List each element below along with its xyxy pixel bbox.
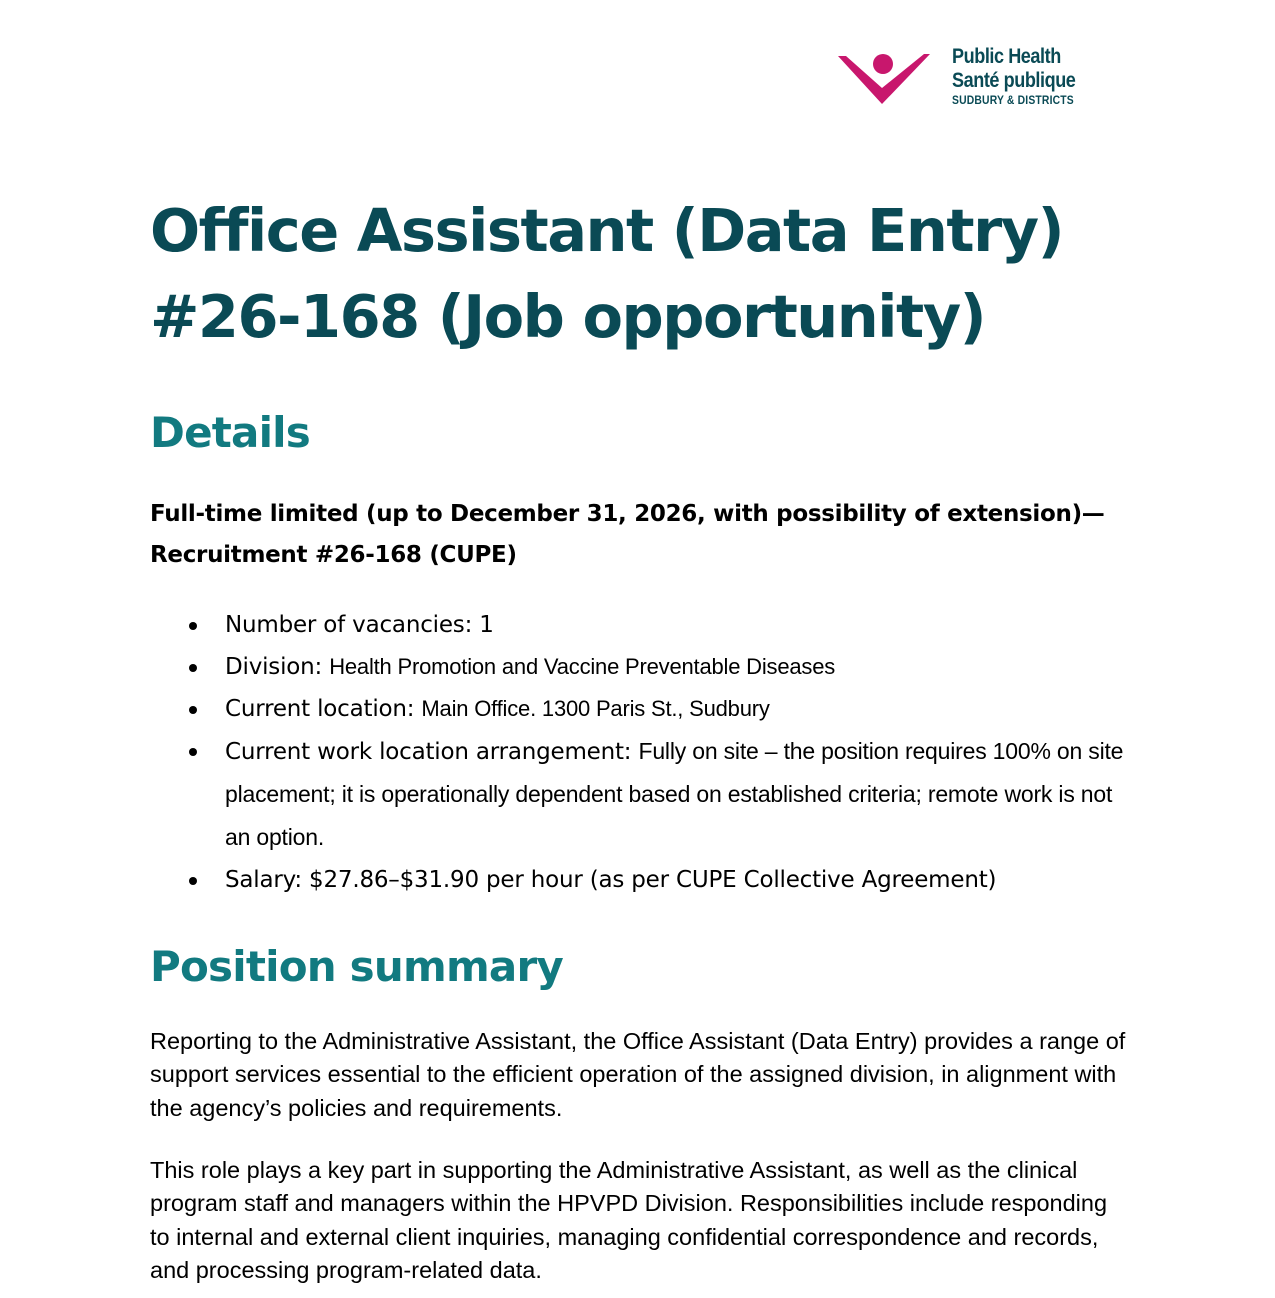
details-list (150, 604, 1130, 901)
summary-paragraph-1: Reporting to the Administrative Assistant, the Office Assistant (Data Entry) provides a range of support services essential to the efficient operation of the assigned division, in alignment with the agency’s policies and requirements. (150, 1028, 1126, 1121)
employment-type (150, 494, 1130, 576)
logo-wordmark (952, 46, 1096, 108)
list-item-work-arrangement (150, 730, 1130, 859)
list-item-division (150, 646, 1130, 688)
list-item-vacancies (150, 604, 1130, 646)
logo-line-english: Public Health (952, 45, 1061, 68)
location-label: Current location: (225, 696, 422, 722)
public-health-logo-icon (836, 48, 932, 108)
location-value: Main Office. 1300 Paris St., Sudbury (421, 696, 770, 721)
organization-logo (836, 44, 1096, 112)
salary-text: Salary: $27.86–$31.90 per hour (as per CUPE Collective Agreement) (225, 867, 997, 893)
employment-type-line-2: Recruitment #26-168 (CUPE) (150, 542, 517, 568)
details-heading: Details (150, 408, 310, 457)
logo-line-region: SUDBURY & DISTRICTS (952, 95, 1074, 107)
division-label: Division: (225, 654, 330, 680)
title-line-2: #26-168 (Job opportunity) (150, 282, 986, 351)
employment-type-line-1: Full-time limited (up to December 31, 2026, with possibility of extension)— (150, 501, 1105, 527)
summary-paragraph-2: This role plays a key part in supporting the Administrative Assistant, as well as the clinical program staff and managers within the HPVPD Division. Responsibilities include responding to internal and external client inquiries, managing confidential correspondence and records, and processing program-related data. (150, 1157, 1108, 1283)
vacancies-text: Number of vacancies: 1 (225, 612, 494, 638)
list-item-location (150, 688, 1130, 730)
list-item-salary (150, 859, 1130, 901)
page-title (150, 188, 1130, 360)
position-summary-heading: Position summary (150, 942, 563, 991)
work-arrangement-label: Current work location arrangement: (225, 739, 639, 765)
division-value: Health Promotion and Vaccine Preventable Diseases (329, 654, 836, 679)
work-arrangement-value: Fully on site – the position requires 100% on site placement; it is operationally dependent based on established criteria; remote work is not an option. (225, 738, 1124, 850)
logo-line-french: Santé publique (952, 69, 1076, 92)
title-line-1: Office Assistant (Data Entry) (150, 196, 1064, 265)
